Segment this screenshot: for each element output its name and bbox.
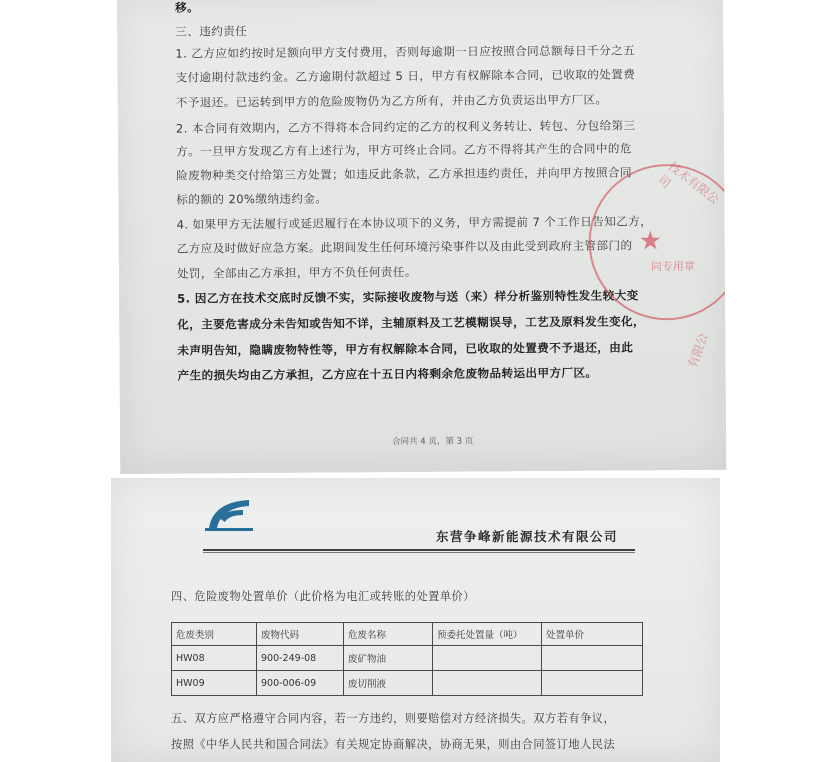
table-cell: [542, 646, 643, 671]
table-cell: [433, 671, 542, 696]
section-five-line: 五、双方应严格遵守合同内容，若一方违约，则要赔偿对方经济损失。双方若有争议，: [171, 712, 616, 725]
text-line: 不予退还。已运转到甲方的危险废物仍为乙方所有，并由乙方负责运出甲方厂区。: [175, 92, 608, 110]
text-line: 标的额的 20%缴纳违约金。: [176, 191, 328, 207]
table-cell: HW08: [172, 646, 257, 671]
table-cell: 900-006-09: [257, 671, 344, 696]
text-line: 1. 乙方应如约按时足额向甲方支付费用，否则每逾期一日应按照合同总额每日千分之五: [175, 43, 636, 61]
text-line: 产生的损失均由乙方承担，乙方应在十五日内将剩余危废物品转运出甲方厂区。: [177, 365, 598, 383]
page-footer: 合同共 4 页，第 3 页: [392, 436, 474, 448]
table-cell: [542, 671, 643, 696]
table-row: [172, 646, 643, 671]
column-header: 危废类别: [172, 623, 257, 646]
column-header: 处置单价: [542, 623, 643, 646]
header-divider: [203, 549, 635, 551]
text-line: 处罚，全部由乙方承担，甲方不负任何责任。: [176, 264, 417, 281]
table-cell: HW09: [172, 671, 257, 696]
section-five-line: 按照《中华人民共和国合同法》有关规定协商解决，协商无果，则由合同签订地人民法: [171, 738, 616, 751]
header-divider: [203, 552, 635, 553]
column-header: 废物代码: [257, 623, 344, 646]
table-cell: [433, 646, 542, 671]
text-line: 化，主要危害成分未告知或告知不详，主辅原料及工艺模糊误导，工艺及原料发生变化，: [177, 314, 646, 332]
text-line: 险废物种类交付给第三方处置；如违反此条款，乙方承担违约责任，并向甲方按照合同: [176, 165, 633, 183]
disposal-price-table: [171, 622, 643, 696]
text-line: 2. 本合同有效期内，乙方不得将本合同约定的乙方的权利义务转让、转包、分包给第三: [175, 118, 636, 136]
text-line: 乙方应及时做好应急方案。此期间发生任何环境污染事件以及由此受到政府主管部门的: [176, 238, 633, 256]
seal-arc-text: 技术有限公司: [655, 158, 722, 207]
table-cell: 900-249-08: [257, 646, 344, 671]
seal-star-icon: ★: [638, 226, 663, 257]
table-row: [172, 671, 643, 696]
text-line: 支付逾期付款违约金。乙方逾期付款超过 5 日，甲方有权解除本合同，已收取的处置费: [175, 67, 636, 85]
text-line: 5. 因乙方在技术交底时反馈不实，实际接收废物与送（来）样分析鉴别特性发生较大变: [177, 288, 639, 306]
text-line: 方。一旦甲方发现乙方有上述行为，甲方可终止合同。乙方不得将其产生的合同中的危: [176, 141, 632, 159]
company-logo: [203, 492, 255, 536]
seal-arc-text-2: 有限公: [685, 331, 711, 370]
text-line: 4. 如果甲方无法履行或延迟履行在本协议项下的义务，甲方需提前 7 个工作日告知乙方，: [176, 214, 653, 232]
section-three-heading: 三、违约责任: [175, 24, 248, 39]
section-four-heading: 四、危险废物处置单价（此价格为电汇或转账的处置单价）: [171, 590, 475, 603]
table-cell: 废切削液: [344, 671, 433, 696]
company-name: 东营争峰新能源技术有限公司: [436, 529, 619, 544]
table-cell: 废矿物油: [344, 646, 433, 671]
contract-page-4-photo: [111, 478, 720, 762]
column-header: 危废名称: [344, 623, 433, 646]
seal-label: 同专用章: [650, 259, 695, 274]
column-header: 预委托处置量（吨）: [433, 623, 542, 646]
text-line: 移。: [175, 0, 200, 15]
contract-page-3-photo: [117, 0, 726, 474]
text-line: 未声明告知，隐瞒废物特性等，甲方有权解除本合同，已收取的处置费不予退还，由此: [177, 340, 634, 358]
table-header-row: [172, 623, 643, 646]
